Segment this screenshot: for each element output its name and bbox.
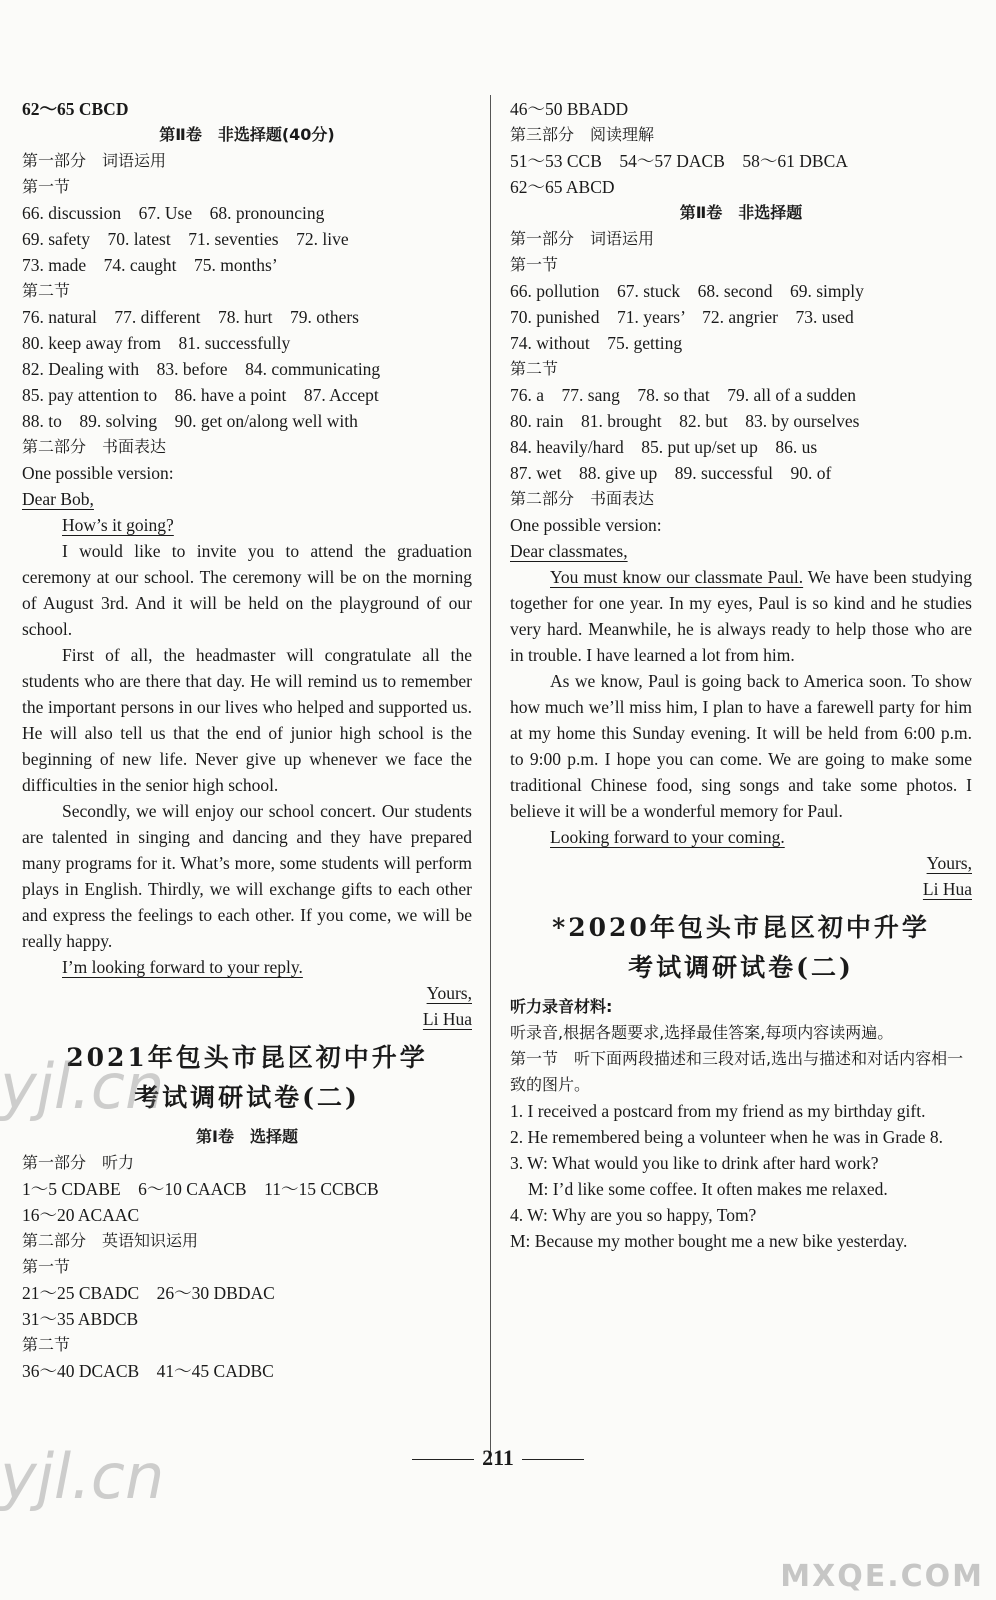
answer-line: 85. pay attention to 86. have a point 87. Accept <box>22 385 379 405</box>
watermark: yjl.cn <box>0 1440 165 1513</box>
letter-salutation: Dear Bob, <box>22 489 94 509</box>
answer-line: 76. a 77. sang 78. so that 79. all of a sudden <box>510 385 857 405</box>
letter-signature: Li Hua <box>922 879 972 899</box>
listening-instructions: 听录音,根据各题要求,选择最佳答案,每项内容读两遍。 <box>510 1023 894 1042</box>
letter-paragraph: I would like to invite you to attend the graduation ceremony at our school. The ceremony will be on the morning of August 3rd. And it will be held on the playground of our school. <box>22 541 472 639</box>
letter-closing <box>510 824 972 850</box>
listening-title: 听力录音材料: <box>510 997 613 1016</box>
answer-line: 62～65 ABCD <box>510 177 615 197</box>
page-rule-left <box>412 1459 474 1460</box>
answer-line: 1～5 CDABE 6～10 CAACB 11～15 CCBCB <box>22 1179 379 1199</box>
letter-paragraph <box>510 564 972 668</box>
part-heading: 第一部分 听力 <box>22 1153 135 1172</box>
letter-greeting <box>22 512 472 538</box>
listening-item: 4. W: Why are you so happy, Tom? <box>510 1205 757 1225</box>
answer-line: 73. made 74. caught 75. months’ <box>22 255 278 275</box>
answer-line: 16～20 ACAAC <box>22 1205 140 1225</box>
letter-paragraph: First of all, the headmaster will congratulate all the students who are there that day. He will remind us to remember the important persons in our lives who helped and supported us. He will also tell us that the end of junior high school is the beginning of new life. Never give up whenever we face the difficulties in the senior high school. <box>22 645 472 795</box>
section-instructions: 第一节 听下面两段描述和三段对话,选出与描述和对话内容相一致的图片。 <box>510 1049 964 1094</box>
underlined-sentence: You must know our classmate Paul. <box>550 567 804 587</box>
greeting-text: How’s it going? <box>62 515 174 535</box>
listening-item: 2. He remembered being a volunteer when he was in Grade 8. <box>510 1127 943 1147</box>
letter-signature: Li Hua <box>422 1009 472 1029</box>
version-label: One possible version: <box>510 515 662 535</box>
answer-line: 70. punished 71. years’ 72. angrier 73. used <box>510 307 854 327</box>
answer-line: 21～25 CBADC 26～30 DBDAC <box>22 1283 275 1303</box>
letter-yours: Yours, <box>426 983 472 1003</box>
answer-line: 62～65 CBCD <box>22 99 129 119</box>
answer-line: 46～50 BBADD <box>510 99 629 119</box>
exam-title <box>510 908 972 988</box>
page-rule-right <box>522 1459 584 1460</box>
answer-line: 69. safety 70. latest 71. seventies 72. live <box>22 229 349 249</box>
part-heading: 第一部分 词语运用 <box>510 229 655 248</box>
section-title: 第Ⅱ卷 非选择题(40分) <box>159 125 335 144</box>
section-heading: 第二节 <box>22 281 71 300</box>
answer-line: 74. without 75. getting <box>510 333 683 353</box>
column-divider <box>490 95 491 1465</box>
answer-line: 66. pollution 67. stuck 68. second 69. simply <box>510 281 864 301</box>
answer-line: 84. heavily/hard 85. put up/set up 86. us <box>510 437 818 457</box>
section-heading: 第一节 <box>22 177 71 196</box>
part-heading: 第三部分 阅读理解 <box>510 125 655 144</box>
left-column <box>22 96 472 1384</box>
listening-item-reply: M: Because my mother bought me a new bike yesterday. <box>510 1231 908 1251</box>
closing-text: Looking forward to your coming. <box>550 827 785 847</box>
listening-item-reply: M: I’d like some coffee. It often makes me relaxed. <box>528 1179 888 1199</box>
letter-paragraph: Secondly, we will enjoy our school concert. Our students are talented in singing and dancing and they have prepared many programs for it. What’s more, some students will perform plays in English. Thirdly, we will exchange gifts to each other and express the feelings to each other. If you come, we will be really happy. <box>22 801 472 951</box>
answer-line: 80. keep away from 81. successfully <box>22 333 291 353</box>
listening-item: 1. I received a postcard from my friend as my birthday gift. <box>510 1101 926 1121</box>
answer-line: 88. to 89. solving 90. get on/along well with <box>22 411 358 431</box>
letter-yours: Yours, <box>926 853 972 873</box>
listening-item: 3. W: What would you like to drink after hard work? <box>510 1153 879 1173</box>
answer-line: 82. Dealing with 83. before 84. communicating <box>22 359 381 379</box>
exam-title-line2: 考试调研试卷(二) <box>628 953 854 982</box>
section-heading: 第二节 <box>22 1335 71 1354</box>
part-heading: 第二部分 书面表达 <box>22 437 167 456</box>
section-heading: 第一节 <box>22 1257 71 1276</box>
watermark: yjl.cn <box>0 1050 165 1123</box>
version-label: One possible version: <box>22 463 174 483</box>
part-heading: 第二部分 英语知识运用 <box>22 1231 199 1250</box>
exam-title-line1: 2021年包头市昆区初中升学 <box>66 1043 428 1072</box>
answer-line: 87. wet 88. give up 89. successful 90. of <box>510 463 832 483</box>
exam-title-line2: 考试调研试卷(二) <box>134 1083 360 1112</box>
letter-closing <box>22 954 472 980</box>
answer-line: 66. discussion 67. Use 68. pronouncing <box>22 203 325 223</box>
answer-line: 31～35 ABDCB <box>22 1309 139 1329</box>
answer-line: 76. natural 77. different 78. hurt 79. others <box>22 307 359 327</box>
section-heading: 第一节 <box>510 255 559 274</box>
answer-line: 36～40 DCACB 41～45 CADBC <box>22 1361 274 1381</box>
section-title: 第Ⅰ卷 选择题 <box>196 1127 298 1146</box>
letter-salutation: Dear classmates, <box>510 541 628 561</box>
paragraph-text: We have been studying together for one year. In my eyes, Paul is so kind and he studies very hard. Meanwhile, he is always ready to help those who are in trouble. I have learned a lot from him. <box>510 567 972 665</box>
right-column <box>510 96 972 1254</box>
closing-text: I’m looking forward to your reply. <box>62 957 303 977</box>
section-heading: 第二节 <box>510 359 559 378</box>
watermark: MXQE.COM <box>780 1559 984 1594</box>
letter-paragraph: As we know, Paul is going back to America soon. To show how much we’ll miss him, I plan to have a farewell party for him at my home this Sunday evening. It will be held from 6:00 p.m. to 9:00 p.m. I hope you can come. We are going to make some traditional Chinese food, sing songs and take some photos. I believe it will be a wonderful memory for Paul. <box>510 671 972 821</box>
exam-title-line1: *2020年包头市昆区初中升学 <box>552 913 930 942</box>
part-heading: 第一部分 词语运用 <box>22 151 167 170</box>
page-number: 211 <box>0 1445 996 1471</box>
part-heading: 第二部分 书面表达 <box>510 489 655 508</box>
answer-line: 51～53 CCB 54～57 DACB 58～61 DBCA <box>510 151 848 171</box>
answer-line: 80. rain 81. brought 82. but 83. by ourselves <box>510 411 860 431</box>
section-title: 第Ⅱ卷 非选择题 <box>679 203 803 222</box>
